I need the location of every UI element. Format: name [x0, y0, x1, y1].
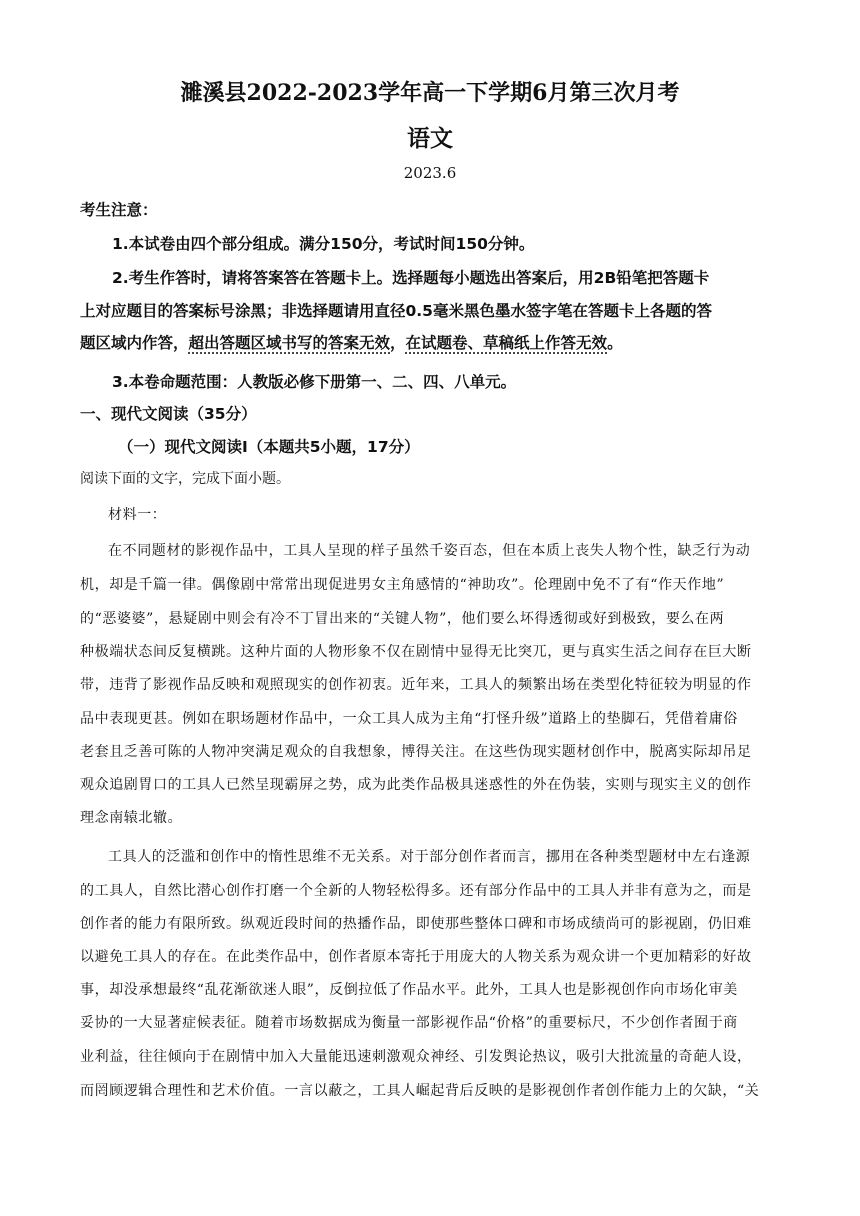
notice-item-1: 1.本试卷由四个部分组成。满分150分，考试时间150分钟。 [112, 235, 535, 253]
passage-line: 的“恶婆婆”，悬疑剧中则会有冷不丁冒出来的“关键人物”，他们要么坏得透彻或好到极致，要么在两 [80, 611, 725, 627]
material-label: 材料一： [108, 507, 167, 523]
passage-line: 业利益，往往倾向于在剧情中加入大量能迅速刺激观众神经、引发舆论热议，吸引大批流量的奇葩人设， [80, 1049, 752, 1065]
passage-line: 妥协的一大显著症候表征。随着市场数据成为衡量一部影视作品“价格”的重要标尺，不少创作者囿于商 [80, 1015, 738, 1031]
notice-text: ， [390, 334, 406, 352]
passage-line: 机，却是千篇一律。偶像剧中常常出现促进男女主角感情的“神助攻”。伦理剧中免不了有“作天作地” [80, 577, 725, 593]
instruction-text: 阅读下面的文字，完成下面小题。 [80, 471, 290, 487]
passage-line: 的工具人，自然比潜心创作打磨一个全新的人物轻松得多。还有部分作品中的工具人并非有意为之，而是 [80, 883, 752, 899]
passage-line: 创作者的能力有限所致。纵观近段时间的热播作品，即使那些整体口碑和市场成绩尚可的影视剧，仍旧难 [80, 916, 752, 932]
emphasis-text: 在试题卷、草稿纸上作答无效 [405, 334, 608, 352]
exam-date: 2023.6 [403, 164, 457, 182]
notice-text: 。 [607, 334, 623, 352]
passage-line: 老套且乏善可陈的人物冲突满足观众的自我想象，博得关注。在这些伪现实题材创作中，脱离实际却吊足 [80, 744, 752, 760]
passage-line: 事，却没承想最终“乱花渐欲迷人眼”，反倒拉低了作品水平。此外，工具人也是影视创作向市场化审美 [80, 982, 738, 998]
passage-line: 以避免工具人的存在。在此类作品中，创作者原本寄托于用庞大的人物关系为观众讲一个更加精彩的好故 [80, 949, 752, 965]
passage-line: 观众追剧胃口的工具人已然呈现霸屏之势，成为此类作品极具迷惑性的外在伪装，实则与现实主义的创作 [80, 777, 752, 793]
passage-line: 带，违背了影视作品反映和观照现实的创作初衷。近年来，工具人的频繁出场在类型化特征较为明显的作 [80, 677, 752, 693]
notice-item-2-line-2: 上对应题目的答案标号涂黑；非选择题请用直径0.5毫米黑色墨水签字笔在答题卡上各题的答 [80, 302, 712, 320]
passage-line: 理念南辕北辙。 [80, 810, 183, 826]
subsection-heading: （一）现代文阅读Ⅰ（本题共5小题，17分） [118, 438, 420, 456]
passage-line: 品中表现更甚。例如在职场题材作品中，一众工具人成为主角“打怪升级”道路上的垫脚石，凭借着庸俗 [80, 711, 738, 727]
passage-line: 在不同题材的影视作品中，工具人呈现的样子虽然千姿百态，但在本质上丧失人物个性，缺乏行为动 [108, 543, 751, 559]
section-heading: 一、现代文阅读（35分） [80, 405, 257, 423]
notice-item-3: 3.本卷命题范围：人教版必修下册第一、二、四、八单元。 [112, 373, 517, 391]
subject-title: 语文 [407, 125, 453, 152]
passage-line: 工具人的泛滥和创作中的惰性思维不无关系。对于部分创作者而言，挪用在各种类型题材中左右逢源 [108, 849, 751, 865]
notice-text: 题区域内作答， [80, 334, 189, 352]
notice-item-2-line-3 [80, 331, 780, 353]
passage-line: 而罔顾逻辑合理性和艺术价值。一言以蔽之，工具人崛起背后反映的是影视创作者创作能力上的欠缺，“关 [80, 1083, 760, 1099]
emphasis-text: 超出答题区域书写的答案无效 [188, 334, 391, 352]
notice-heading: 考生注意： [80, 201, 158, 219]
passage-line: 种极端状态间反复横跳。这种片面的人物形象不仅在剧情中显得无比突兀，更与真实生活之间存在巨大断 [80, 644, 752, 660]
notice-item-2-line-1: 2.考生作答时，请将答案答在答题卡上。选择题每小题选出答案后，用2B铅笔把答题卡 [112, 269, 710, 287]
exam-title: 濉溪县2022-2023学年高一下学期6月第三次月考 [180, 80, 680, 106]
